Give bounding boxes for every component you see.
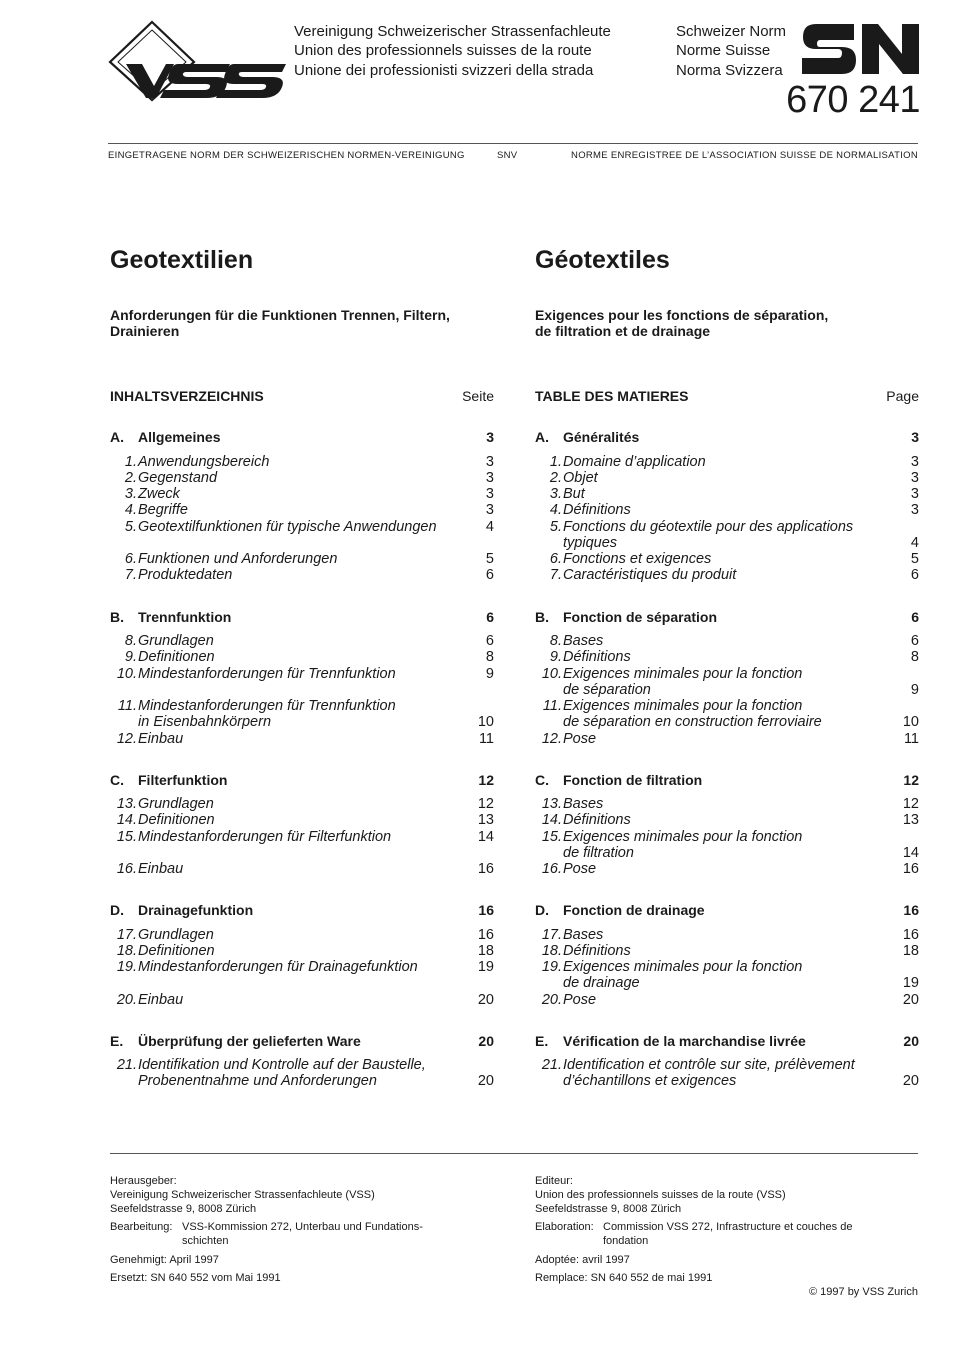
item-text: Definitionen [138,649,215,665]
item-text: Pose [563,992,597,1008]
toc-item-18-de[interactable] [110,943,494,959]
registration-de: EINGETRAGENE NORM DER SCHWEIZERISCHEN NORMEN-VEREINIGUNG [108,150,465,161]
section-title: Fonction de séparation [563,609,718,625]
org-name-de: Vereinigung Schweizerischer Strassenfachleute [294,23,611,40]
norm-label-it: Norma Svizzera [676,62,783,79]
footer-rule [110,1153,918,1154]
toc-item-17-de[interactable] [110,927,494,943]
toc-item-6-de[interactable] [110,551,494,567]
publisher-label-fr: Editeur: [535,1175,573,1187]
toc-item-2-fr[interactable] [535,470,919,486]
toc-item-12-de[interactable] [110,731,494,747]
section-letter: D. [110,902,124,918]
approved-de: Genehmigt: April 1997 [110,1254,219,1266]
page-label-fr: Page [886,388,919,404]
toc-item-21-de[interactable] [110,1057,494,1090]
item-page: 8 [910,649,919,665]
item-number: 19. [541,959,562,975]
section-letter: D. [535,902,549,918]
item-number: 12. [116,731,137,747]
item-number: 12. [541,731,562,747]
item-number: 8. [549,633,562,649]
section-letter: A. [535,429,549,445]
item-number: 15. [541,829,562,845]
item-number: 16. [116,861,137,877]
item-number: 4. [549,502,562,518]
item-number: 1. [124,454,137,470]
toc-item-11-de[interactable] [110,698,494,731]
section-letter: B. [110,609,124,625]
item-number: 9. [549,649,562,665]
item-text: Définitions [563,943,631,959]
norm-label-de: Schweizer Norm [676,23,787,40]
item-text: Einbau [138,731,184,747]
item-number: 11. [117,698,137,714]
toc-item-1-de[interactable] [110,454,494,470]
item-text: Définitions [563,649,631,665]
subtitle-fr: Exigences pour les fonctions de séparation, de filtration et de drainage [535,307,829,339]
item-text: Mindestanforderungen für Drainagefunktion [138,959,418,975]
replaces-de: Ersetzt: SN 640 552 vom Mai 1991 [110,1272,281,1284]
section-letter: A. [110,429,124,445]
item-number: 2. [124,470,137,486]
section-title: Allgemeines [138,429,221,445]
toc-item-10-fr[interactable] [535,666,919,699]
toc-item-17-fr[interactable] [535,927,919,943]
item-page: 14 [902,845,919,862]
item-page: 3 [910,502,919,518]
item-number: 2. [549,470,562,486]
section-page: 6 [911,609,919,625]
item-page: 9 [485,666,494,682]
item-page: 16 [477,927,494,943]
publisher-address-fr: Seefeldstrasse 9, 8008 Zürich [535,1203,682,1215]
item-page: 18 [477,943,494,959]
publisher-fr [535,1174,919,1216]
toc-item-7-de[interactable] [110,567,494,583]
item-page: 16 [477,861,494,877]
toc-item-5-fr[interactable] [535,519,919,552]
item-page: 12 [902,796,919,812]
section-title: Généralités [563,429,640,445]
item-number: 7. [124,567,137,583]
item-text: Exigences minimales pour la fonction de drainage [563,959,803,992]
item-text: Mindestanforderungen für Trennfunktion [138,666,396,682]
toc-item-6-fr[interactable] [535,551,919,567]
item-text: Anwendungsbereich [138,454,270,470]
item-page: 3 [485,470,494,486]
item-number: 10. [541,666,562,682]
section-page: 3 [911,429,919,445]
toc-item-7-fr[interactable] [535,567,919,583]
item-text: Begriffe [138,502,188,518]
approved-fr: Adoptée: avril 1997 [535,1254,630,1266]
toc-item-11-fr[interactable] [535,698,919,731]
publisher-label-de: Herausgeber: [110,1175,177,1187]
item-number: 13. [541,796,562,812]
editing-line1-de: VSS-Kommission 272, Unterbau und Fundations- [182,1221,423,1233]
replaces-fr: Remplace: SN 640 552 de mai 1991 [535,1272,713,1284]
item-text: Grundlagen [138,927,214,943]
section-letter: C. [535,772,549,788]
toc-item-15-fr[interactable] [535,829,919,862]
registration-fr: NORME ENREGISTREE DE L’ASSOCIATION SUISSE DE NORMALISATION [571,150,918,161]
item-page: 16 [902,927,919,943]
org-name-it: Unione dei professionisti svizzeri della strada [294,62,594,79]
item-page: 6 [910,633,919,649]
item-number: 11. [542,698,562,714]
item-page: 19 [477,959,494,975]
item-number: 6. [124,551,137,567]
title-fr: Géotextiles [535,246,670,274]
item-page: 3 [910,454,919,470]
section-title: Überprüfung der gelieferten Ware [138,1033,361,1049]
sn-logo [802,24,920,76]
section-title: Fonction de filtration [563,772,703,788]
publisher-name-de: Vereinigung Schweizerischer Strassenfachleute (VSS) [110,1189,375,1201]
section-page: 16 [903,902,919,918]
item-text: Domaine d’application [563,454,706,470]
item-number: 6. [549,551,562,567]
section-page: 16 [478,902,494,918]
toc-item-9-de[interactable] [110,649,494,665]
item-page: 6 [485,633,494,649]
item-page: 4 [485,519,494,535]
section-page: 3 [486,429,494,445]
item-page: 3 [485,454,494,470]
registration-snv: SNV [497,150,518,161]
toc-item-3-fr[interactable] [535,486,919,502]
item-text: Gegenstand [138,470,218,486]
item-text: Pose [563,861,597,877]
copyright: © 1997 by VSS Zurich [809,1286,918,1298]
toc-item-9-fr[interactable] [535,649,919,665]
item-text: Zweck [138,486,180,502]
item-text: Exigences minimales pour la fonction de séparation en construction ferroviaire [563,698,822,731]
item-text: Fonctions et exigences [563,551,712,567]
publisher-address-de: Seefeldstrasse 9, 8008 Zürich [110,1203,257,1215]
item-number: 5. [124,519,137,535]
section-title: Drainagefunktion [138,902,254,918]
subtitle-de: Anforderungen für die Funktionen Trennen, Filtern, Drainieren [110,307,450,339]
section-letter: C. [110,772,124,788]
toc-item-3-de[interactable] [110,486,494,502]
item-page: 16 [902,861,919,877]
item-text: Mindestanforderungen für Trennfunktion in Eisenbahnkörpern [138,698,396,731]
item-page: 11 [903,731,919,747]
norm-label-fr: Norme Suisse [676,42,771,59]
item-page: 4 [910,535,919,552]
toc-item-8-fr[interactable] [535,633,919,649]
toc-item-8-de[interactable] [110,633,494,649]
item-text: Grundlagen [138,633,214,649]
toc-item-13-fr[interactable] [535,796,919,812]
item-page: 12 [477,796,494,812]
toc-item-18-fr[interactable] [535,943,919,959]
section-letter: E. [535,1033,549,1049]
item-text: Exigences minimales pour la fonction de séparation [563,666,803,699]
item-text: Mindestanforderungen für Filterfunktion [138,829,392,845]
toc-title-de: INHALTSVERZEICHNIS [110,388,264,404]
item-number: 3. [124,486,137,502]
item-text: Einbau [138,861,184,877]
toc-item-19-de[interactable] [110,959,494,975]
header-rule [108,143,918,144]
toc-item-14-fr[interactable] [535,812,919,828]
item-text: Identifikation und Kontrolle auf der Baustelle, Probenentnahme und Anforderungen [138,1057,426,1090]
toc-item-20-de[interactable] [110,992,494,1008]
item-number: 8. [124,633,137,649]
section-title: Vérification de la marchandise livrée [563,1033,806,1049]
item-text: Einbau [138,992,184,1008]
item-number: 16. [541,861,562,877]
toc-item-21-fr[interactable] [535,1057,919,1090]
item-page: 13 [477,812,494,828]
item-number: 14. [116,812,137,828]
toc-item-4-de[interactable] [110,502,494,518]
item-page: 3 [485,502,494,518]
toc-header-de [110,388,494,404]
item-text: Definitionen [138,943,215,959]
section-title: Filterfunktion [138,772,228,788]
item-number: 18. [116,943,137,959]
item-page: 19 [902,975,919,992]
item-text: Bases [563,633,604,649]
item-page: 5 [485,551,494,567]
item-number: 4. [124,502,137,518]
section-page: 12 [478,772,494,788]
item-text: Objet [563,470,598,486]
item-number: 21. [116,1057,137,1073]
toc-item-2-de[interactable] [110,470,494,486]
toc-item-1-fr[interactable] [535,454,919,470]
item-page: 8 [485,649,494,665]
editing-line2-de: schichten [182,1235,229,1247]
item-text: Définitions [563,812,631,828]
editing-line1-fr: Commission VSS 272, Infrastructure et couches de [603,1221,853,1233]
item-text: Pose [563,731,597,747]
item-number: 19. [116,959,137,975]
section-title: Trennfunktion [138,609,232,625]
item-number: 20. [541,992,562,1008]
item-page: 10 [477,714,494,731]
toc-item-12-fr[interactable] [535,731,919,747]
item-page: 14 [477,829,494,845]
item-number: 15. [116,829,137,845]
vss-logo [108,20,290,102]
toc-title-fr: TABLE DES MATIERES [535,388,689,404]
item-text: Bases [563,796,604,812]
item-number: 3. [549,486,562,502]
item-text: Identification et contrôle sur site, prélèvement d’échantillons et exigences [563,1057,855,1090]
page-label-de: Seite [462,388,494,404]
title-de: Geotextilien [110,246,254,274]
item-number: 1. [549,454,562,470]
item-text: Definitionen [138,812,215,828]
item-text: Exigences minimales pour la fonction de filtration [563,829,803,862]
toc-item-5-de[interactable] [110,519,494,535]
item-text: But [563,486,585,502]
item-page: 20 [477,992,494,1008]
item-page: 3 [910,470,919,486]
toc-header-fr [535,388,919,404]
item-text: Caractéristiques du produit [563,567,737,583]
item-page: 9 [910,682,919,699]
toc-item-19-fr[interactable] [535,959,919,992]
toc-item-4-fr[interactable] [535,502,919,518]
item-text: Bases [563,927,604,943]
section-title: Fonction de drainage [563,902,705,918]
publisher-name-fr: Union des professionnels suisses de la route (VSS) [535,1189,786,1201]
section-page: 6 [486,609,494,625]
item-page: 20 [477,1073,494,1090]
norm-number: 670 241 [786,79,920,121]
item-number: 14. [541,812,562,828]
item-number: 20. [116,992,137,1008]
item-text: Funktionen und Anforderungen [138,551,338,567]
org-name-fr: Union des professionnels suisses de la route [294,42,592,59]
item-page: 18 [902,943,919,959]
item-page: 6 [910,567,919,583]
section-page: 12 [903,772,919,788]
item-text: Grundlagen [138,796,214,812]
item-page: 13 [902,812,919,828]
item-page: 11 [478,731,494,747]
editing-line2-fr: fondation [603,1235,649,1247]
item-page: 10 [902,714,919,731]
section-page: 20 [903,1033,919,1049]
section-page: 20 [478,1033,494,1049]
item-number: 13. [116,796,137,812]
item-page: 20 [902,992,919,1008]
item-number: 10. [116,666,137,682]
toc-item-16-fr[interactable] [535,861,919,877]
item-number: 17. [541,927,562,943]
item-text: Fonctions du géotextile pour des applications typiques [563,519,854,552]
item-number: 9. [124,649,137,665]
toc-item-15-de[interactable] [110,829,494,845]
item-page: 20 [902,1073,919,1090]
toc-item-16-de[interactable] [110,861,494,877]
item-page: 3 [485,486,494,502]
item-number: 18. [541,943,562,959]
toc-item-14-de[interactable] [110,812,494,828]
toc-item-13-de[interactable] [110,796,494,812]
publisher-de [110,1174,494,1216]
section-letter: E. [110,1033,124,1049]
item-number: 17. [116,927,137,943]
item-number: 5. [549,519,562,535]
item-text: Geotextilfunktionen für typische Anwendungen [138,519,437,535]
item-text: Définitions [563,502,631,518]
item-number: 7. [549,567,562,583]
editing-label-de: Bearbeitung: [110,1221,173,1233]
section-letter: B. [535,609,549,625]
item-page: 6 [485,567,494,583]
editing-label-fr: Elaboration: [535,1221,594,1233]
toc-item-20-fr[interactable] [535,992,919,1008]
item-page: 3 [910,486,919,502]
toc-item-10-de[interactable] [110,666,494,682]
item-number: 21. [541,1057,562,1073]
item-text: Produktedaten [138,567,233,583]
item-page: 5 [910,551,919,567]
